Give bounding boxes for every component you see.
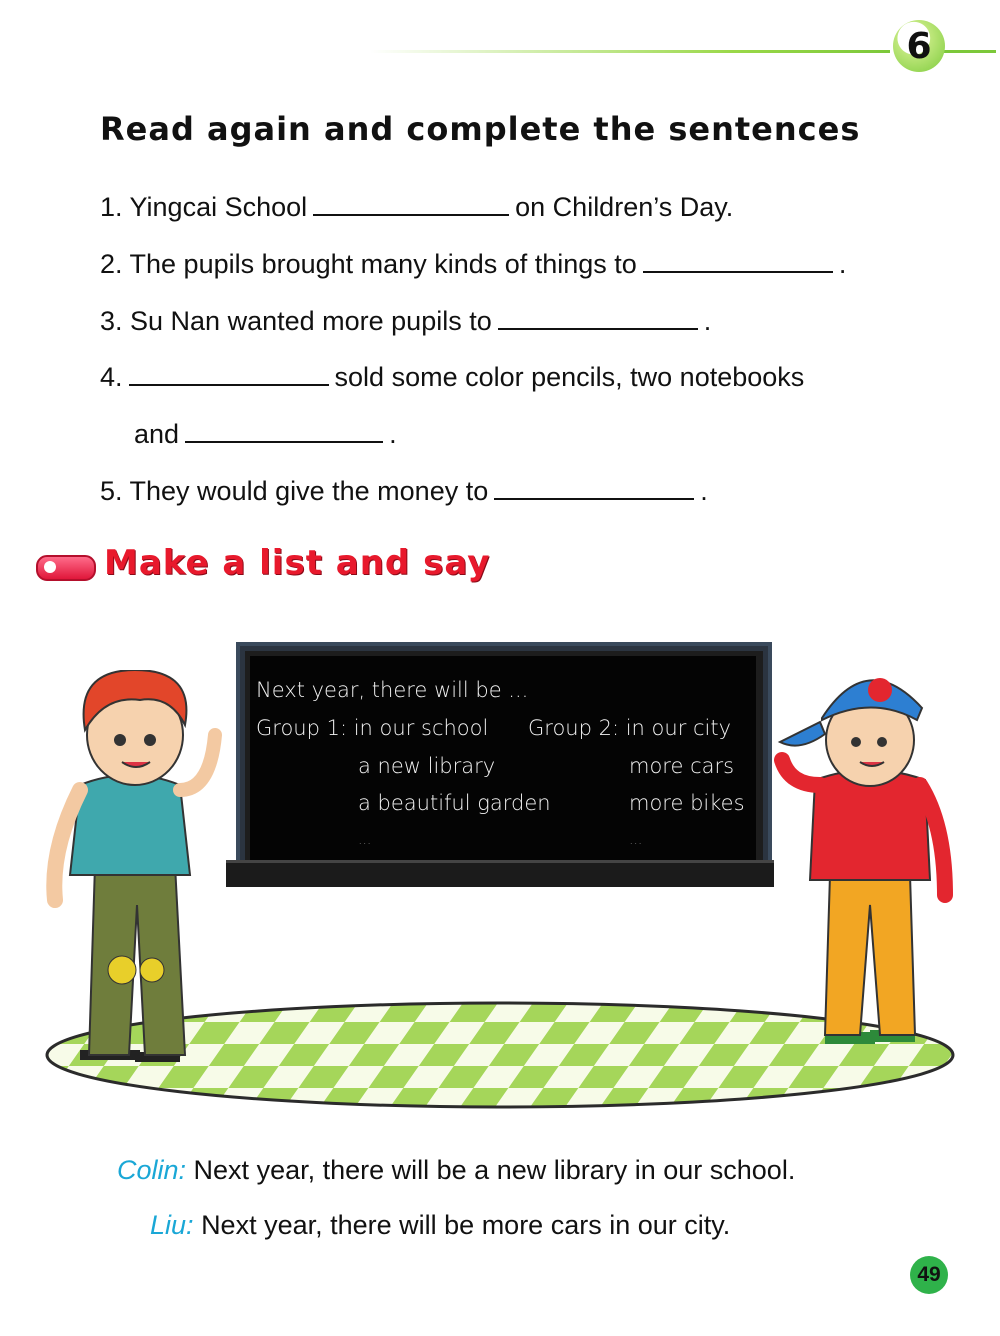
sentence-text: 2. The pupils brought many kinds of things to xyxy=(100,249,637,279)
section-title: Make a list and say xyxy=(104,543,491,583)
board-intro: Next year, there will be ... xyxy=(256,678,529,702)
page-number-badge: 49 xyxy=(910,1256,948,1294)
sentence-5 xyxy=(100,474,708,508)
sentence-4 xyxy=(100,360,804,394)
board-group2-heading: Group 2: in our city xyxy=(528,716,732,740)
dialogue-line-2 xyxy=(150,1210,730,1241)
sentence-text: 4. xyxy=(100,362,123,392)
answer-blank[interactable] xyxy=(129,360,329,386)
sentence-text: on Children’s Day. xyxy=(515,192,734,222)
boy-liu-illustration xyxy=(770,660,970,1060)
dialogue-text: Next year, there will be a new library in our school. xyxy=(193,1155,796,1185)
sentence-text: 3. Su Nan wanted more pupils to xyxy=(100,306,492,336)
sentence-text: . xyxy=(389,419,397,449)
speaker-name: Colin: xyxy=(117,1155,187,1185)
speaker-name: Liu: xyxy=(150,1210,194,1240)
section-marker-dot xyxy=(44,561,56,573)
sentence-1 xyxy=(100,190,733,224)
sentence-4-continued xyxy=(134,417,397,451)
sentence-text: 5. They would give the money to xyxy=(100,476,489,506)
sentence-2 xyxy=(100,247,846,281)
header-rule-end xyxy=(940,50,996,53)
board-item: a beautiful garden xyxy=(358,791,551,815)
boy-colin-illustration xyxy=(40,670,240,1070)
sentence-text: sold some color pencils, two notebooks xyxy=(334,362,805,392)
sentence-text: 1. Yingcai School xyxy=(100,192,308,222)
sentence-text: . xyxy=(700,476,708,506)
header-rule xyxy=(370,50,890,53)
unit-badge: 6 xyxy=(893,20,945,72)
sentence-3 xyxy=(100,304,711,338)
sentence-text: and xyxy=(134,419,180,449)
answer-blank[interactable] xyxy=(185,417,383,443)
exercise-title: Read again and complete the sentences xyxy=(100,110,861,148)
dialogue-line-1 xyxy=(117,1155,795,1186)
dialogue-text: Next year, there will be more cars in our city. xyxy=(201,1210,731,1240)
answer-blank[interactable] xyxy=(643,247,833,273)
board-item: ... xyxy=(629,832,643,848)
sentence-text: . xyxy=(838,249,847,279)
sentence-text: . xyxy=(703,306,712,336)
answer-blank[interactable] xyxy=(313,190,509,216)
answer-blank[interactable] xyxy=(498,304,698,330)
board-item: ... xyxy=(358,832,372,848)
board-item: more cars xyxy=(629,754,735,778)
board-item: more bikes xyxy=(629,791,745,815)
board-item: a new library xyxy=(358,754,496,778)
board-group1-heading: Group 1: in our school xyxy=(256,716,489,740)
answer-blank[interactable] xyxy=(494,474,694,500)
blackboard-ledge xyxy=(226,860,774,887)
